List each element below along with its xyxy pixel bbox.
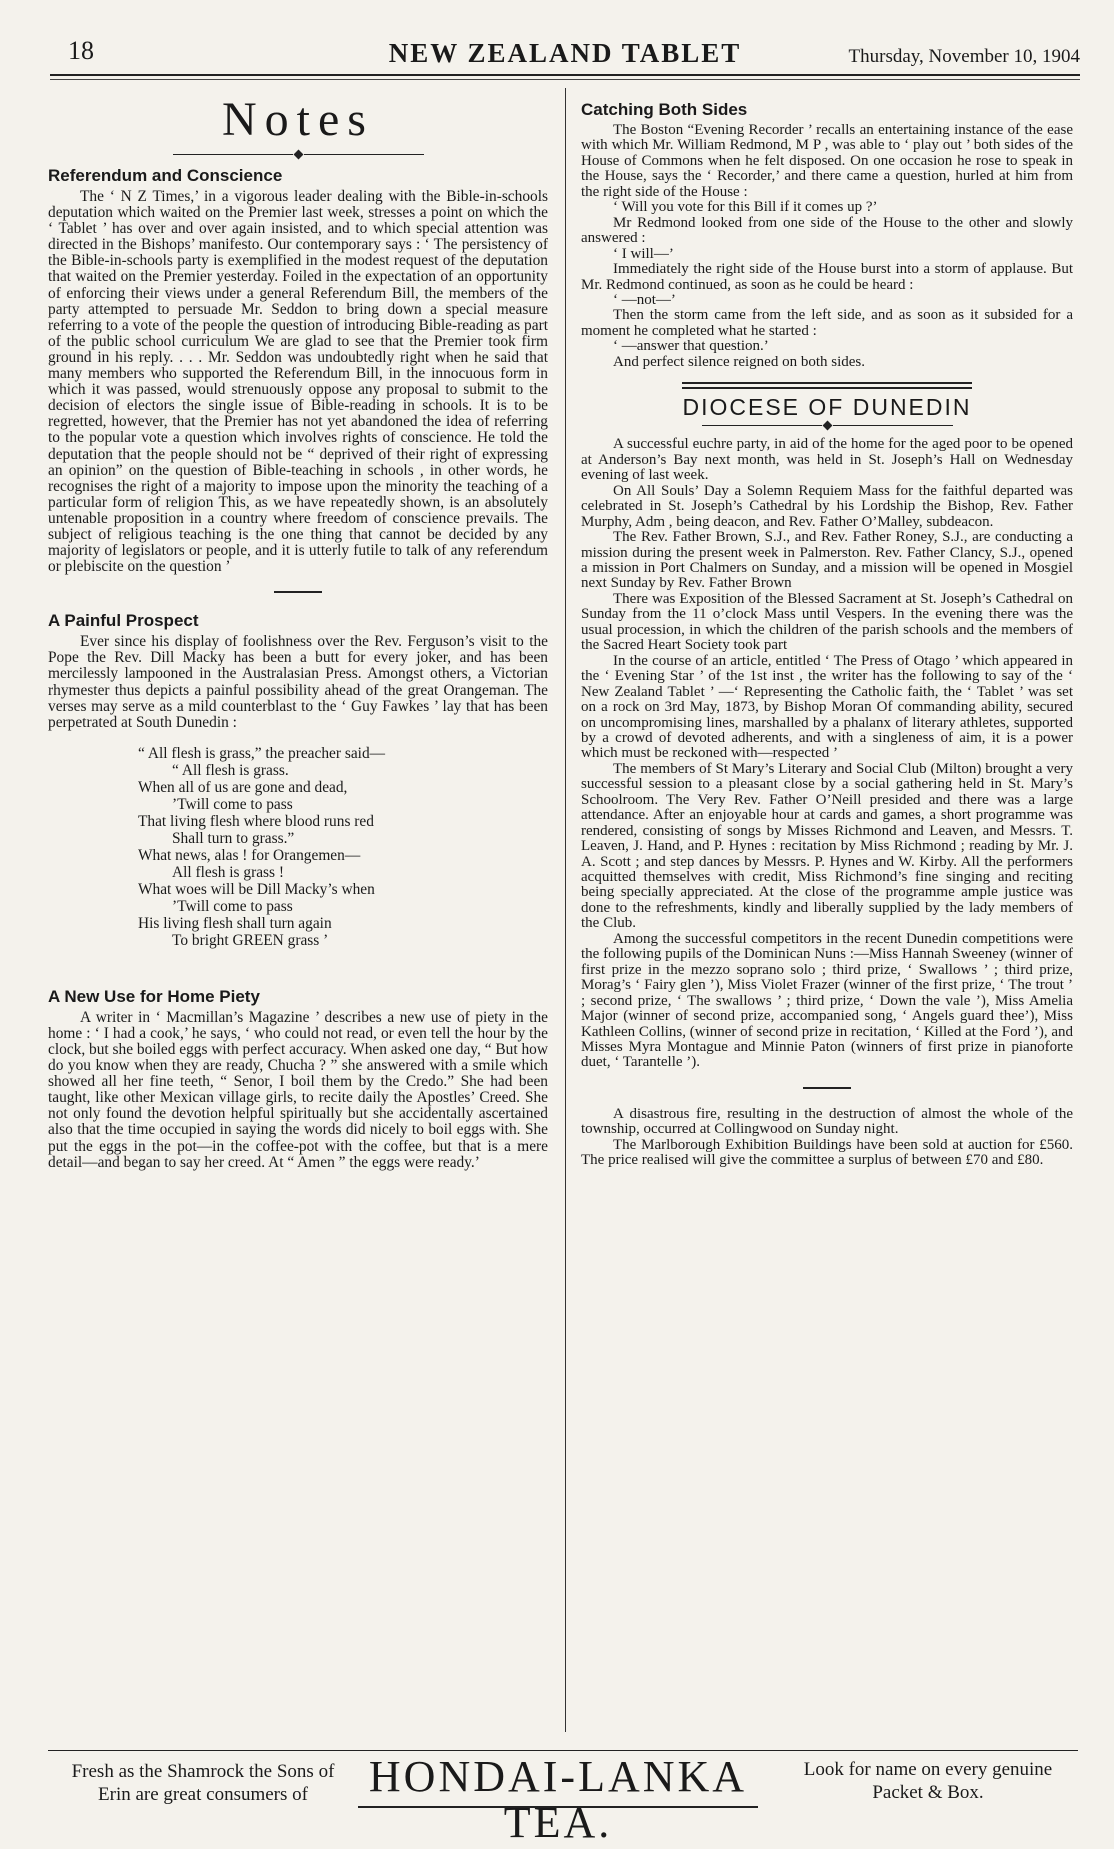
article-paragraph: A successful euchre party, in aid of the home for the aged poor to be opened at Anderson’s Bay next month, was held in St. Joseph’s Hall on Wednesday evening of last week. [581,436,1073,484]
article-paragraph: The Boston “Evening Recorder ’ recalls an entertaining instance of the ease with which Mr. William Redmond, M P , was able to ‘ play out ’ both sides of the House of Commons when he felt disposed. On one occasion he rose to speak in the House, says the ‘ Recorder,’ and there came a question, hurled at him from the right side of the House : [581,122,1073,200]
poem-line: What woes will be Dill Macky’s when [138,880,375,898]
article-paragraph: ‘ I will—’ [613,245,674,262]
ad-brand-underline [358,1806,758,1808]
section-heading: Catching Both Sides [581,100,748,119]
ornament-divider [581,417,1073,437]
double-rule [682,382,972,389]
article-paragraph: The Marlborough Exhibition Buildings have been sold at auction for £560. The price realised will give the committee a surplus of between £70 and £80. [581,1136,1073,1169]
article-paragraph: The members of St Mary’s Literary and Social Club (Milton) brought a very successful session to a pleasant close by a social gathering held in St. Mary’s Schoolroom. The Very Rev. Father O’Neill presided and there was a large attendance. After an enjoyable hour at cards and games, a short programme was rendered, consisting of songs by Misses Richmond and Leaven, and Messrs. T. Leaven, J. Hand, and P. Hynes : recitation by Miss Richmond ; reading by Mr. J. A. Scott ; and step dances by Messrs. P. Hynes and W. Kirby. All the performers acquitted themselves with credit, Miss Richmond’s fine singing and reciting being specially appreciated. At the close of the programme ample justice was done to the refreshments, kindly and liberally supplied by the lady members of the Club. [581,760,1073,932]
left-column [48,88,548,1171]
poem-line: To bright GREEN grass ’ [172,931,329,949]
article-paragraph: A writer in ‘ Macmillan’s Magazine ’ describes a new use of piety in the home : ‘ I had a cook,’ he says, ‘ who could not read, or even tell the hour by the clock, but she boiled eggs with perfect accuracy. When asked one day, “ But how do you know when they are ready, Chucha ? ” she answered with a smile which showed all her fine teeth, “ Senor, I boil them by the Credo.” She had been taught, like other Mexican village girls, to recite daily the Apostles’ Creed. She not only found the devotion helpful spiritually but she accidentally ascertained also that the time occupied in saying the words did nicely to boil eggs with. She put the eggs in the pot—in the coffee-pot with the coffee, but that is a mere detail—and began to say her creed. At “ Amen ” the eggs were ready.’ [48,1008,548,1171]
article-paragraph: Immediately the right side of the House burst into a storm of applause. But Mr. Redmond continued, as soon as he could be heard : [581,261,1073,293]
article-paragraph: Mr Redmond looked from one side of the House to the other and slowly answered : [581,214,1073,247]
section-heading: A New Use for Home Piety [48,986,260,1006]
article-paragraph: Among the successful competitors in the recent Dunedin competitions were the following pupils of the Dominican Nuns :—Miss Hannah Sweeney (winner of first prize in the mezzo soprano solo ; third prize, ‘ Swallows ’ ; third prize, Morag’s ‘ Fairy glen ’), Miss Violet Frazer (winner of the first prize, ‘ The trout ’ ; second prize, ‘ The swallows ’ ; third prize, ‘ Down the vale ’), Miss Amelia Major (winner of second prize, accompanied song, ‘ Angels guard thee’), Miss Kathleen Collins, (winner of second prize in recitation, ‘ Killed at the Ford ’), and Misses Myra Montague and Minnie Paton (winners of first prize in pianoforte duet, ‘ Tarantelle ’). [581,930,1074,1071]
notes-title: Notes [222,93,374,146]
article-paragraph: The ‘ N Z Times,’ in a vigorous leader dealing with the Bible-in-schools deputation which waited on the Premier last week, stresses a point on which the ‘ Tablet ’ has over and over again insisted, and to which special attention was directed in the Bishops’ manifesto. Our contemporary says : ‘ The persistency of the Bible-in-schools party is exemplified in the modest request of the deputation that waited on the Premier yesterday. Foiled in the expectation of an opportunity of enforcing their views under a general Referendum Bill, the members of the party attempted to persuade Mr. Seddon to bring down a special measure referring to a vote of the people the question of introducing Bible-reading as part of the public school curriculum We are glad to see that the Premier took firm ground in his reply. . . . Mr. Seddon was undoubtedly right when he said that many members who supported the Referendum Bill, in the innocuous form in which it was passed, would strenuously oppose any proposal to submit to the decision of electors the single issue of Bible-reading in schools. It is to be regretted, however, that the Premier has not yet abandoned the idea of referring to the popular vote a question which involves rights of conscience. He told the deputation that the people should not be “ deprived of their right of expressing an opinion” on the question of Bible-teaching in schools , in other words, he recognises the right of a majority to impose upon the minority the teaching of a particular form of religion This, as we have repeatedly shown, is an absolutely untenable proposition in a country where freedom of conscience prevails. The subject of religious teaching is the one thing that cannot be decided by any majority of legislators or people, and it is utterly futile to talk of any referendum or plebiscite on the question ’ [48,188,548,576]
ornament-divider [48,146,548,166]
article-paragraph: A disastrous fire, resulting in the destruction of almost the whole of the township, occurred at Collingwood on Sunday night. [581,1105,1073,1138]
section-heading: A Painful Prospect [48,611,199,631]
article-paragraph: ‘ Will you vote for this Bill if it comes up ?’ [613,199,878,216]
ad-brand-name: HONDAI-LANKA TEA. [368,1752,748,1847]
poem-line: What news, alas ! for Orangemen— [138,846,361,864]
masthead-rule [50,74,1080,76]
right-column [581,100,1073,1169]
newspaper-title: NEW ZEALAND TABLET [388,38,742,68]
masthead [50,36,1080,82]
poem-line: ’Twill come to pass [172,795,293,813]
poem-line: “ All flesh is grass,” the preacher said— [138,744,386,762]
page-number: 18 [68,36,94,65]
column-divider [565,88,566,1732]
article-paragraph: Then the storm came from the left side, and as soon as it subsided for a moment he completed what he started : [581,307,1073,339]
section-separator [48,575,548,611]
poem-line: When all of us are gone and dead, [138,778,348,796]
article-paragraph: And perfect silence reigned on both sides. [613,353,866,370]
poem-line: “ All flesh is grass. [172,761,289,779]
poem-line: Shall turn to grass.” [172,829,295,847]
poem-line: All flesh is grass ! [172,863,284,881]
ad-right-text: Look for name on every genuine Packet & Box. [803,1759,1053,1803]
article-paragraph: On All Souls’ Day a Solemn Requiem Mass for the faithful departed was celebrated in St. Joseph’s Cathedral by his Lordship the Bishop, Rev. Father Murphy, Adm , being deacon, and Rev. Father O’Malley, subdeacon. [581,482,1073,530]
article-paragraph: Ever since his display of foolishness over the Rev. Ferguson’s visit to the Pope the Rev. Dill Macky has been a butt for every joker, and has been mercilessly lampooned in the Australasian Press. Amongst others, a Victorian rhymester thus depicts a painful possibility ahead of the great Orangeman. The verses may serve as a mild counterblast to the ‘ Guy Fawkes ’ lay that has been perpetrated at South Dunedin : [48,633,548,731]
poem [138,745,548,949]
ad-rule [48,1750,1078,1751]
tea-advertisement [48,1750,1078,1847]
masthead-rule-thin [50,79,1080,80]
article-paragraph: The Rev. Father Brown, S.J., and Rev. Father Roney, S.J., are conducting a mission during the present week in Palmerston. Rev. Father Clancy, S.J., opened a mission in Port Chalmers on Sunday, and a mission will be opened in Mosgiel next Sunday by Rev. Father Brown [581,529,1073,592]
section-heading: Referendum and Conscience [48,166,283,185]
article-paragraph: In the course of an article, entitled ‘ The Press of Otago ’ which appeared in the ‘ Evening Star ’ of the 1st inst , the writer has the following to say of the ‘ New Zealand Tablet ’ —‘ Representing the Catholic faith, the ‘ Tablet ’ was set on a rock on 3rd May, 1873, by Bishop Moran Of commanding ability, secured on uncompromising lines, marshalled by a phalanx of literary athletes, supported by a crowd of devoted adherents, and with a singleness of aim, it is a power which must be reckoned with—respected ’ [581,652,1073,762]
poem-line: That living flesh where blood runs red [138,812,374,830]
section-separator [581,1071,1073,1107]
diocese-heading: DIOCESE OF DUNEDIN [682,394,972,421]
issue-date: Thursday, November 10, 1904 [848,46,1080,67]
article-paragraph: ‘ —not—’ [613,291,676,308]
poem-line: His living flesh shall turn again [138,914,332,932]
poem-line: ’Twill come to pass [172,897,293,915]
article-paragraph: There was Exposition of the Blessed Sacrament at St. Joseph’s Cathedral on Sunday from the 11 o’clock Mass until Vespers. In the evening there was the usual procession, in which the children of the parish schools and the members of the Sacred Heart Society took part [581,590,1073,654]
article-paragraph: ‘ —answer that question.’ [613,338,769,355]
ad-left-text: Fresh as the Shamrock the Sons of Erin are great consumers of [71,1761,335,1805]
